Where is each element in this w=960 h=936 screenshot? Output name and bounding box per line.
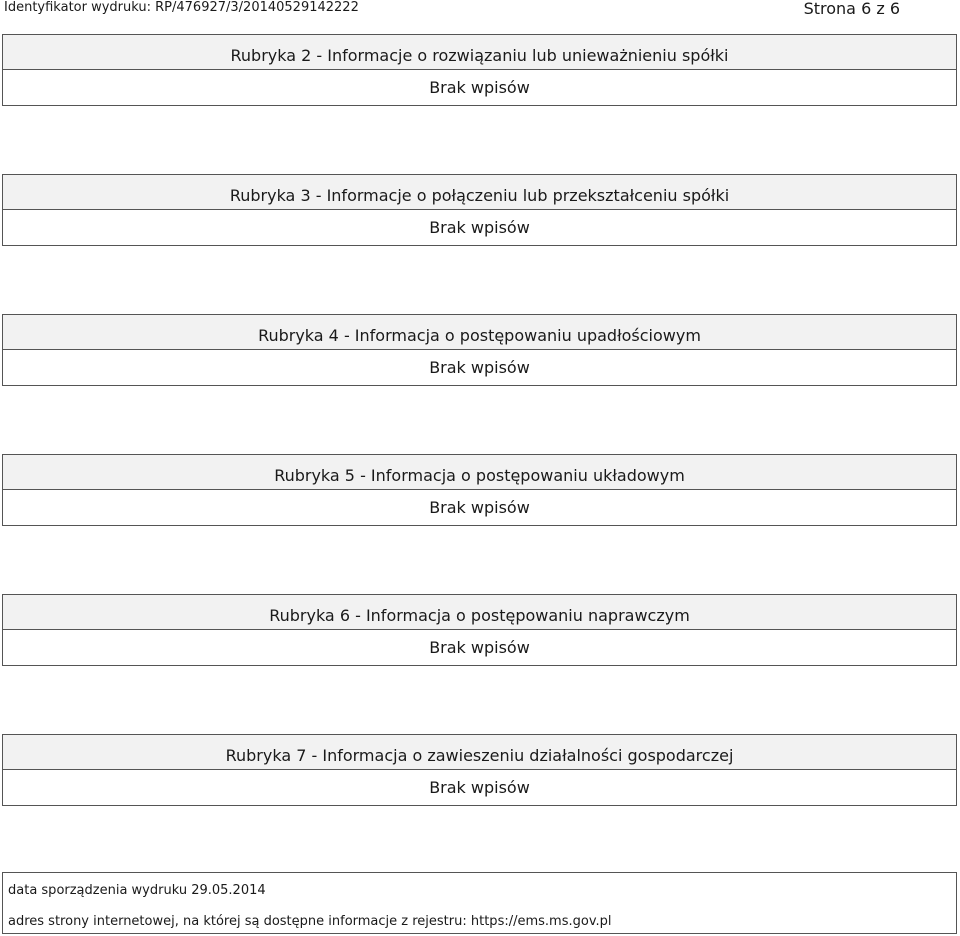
section-body: Brak wpisów xyxy=(429,778,530,797)
section-title: Rubryka 3 - Informacje o połączeniu lub przekształceniu spółki xyxy=(3,175,956,210)
section-rubryka-6 xyxy=(2,594,957,666)
section-title: Rubryka 4 - Informacja o postępowaniu upadłościowym xyxy=(3,315,956,350)
section-rubryka-3 xyxy=(2,174,957,246)
section-rubryka-7 xyxy=(2,734,957,806)
section-body: Brak wpisów xyxy=(429,218,530,237)
section-body: Brak wpisów xyxy=(429,638,530,657)
section-title: Rubryka 5 - Informacja o postępowaniu układowym xyxy=(3,455,956,490)
section-rubryka-2 xyxy=(2,34,957,106)
section-body: Brak wpisów xyxy=(429,498,530,517)
section-body: Brak wpisów xyxy=(429,358,530,377)
section-rubryka-5 xyxy=(2,454,957,526)
registry-address: adres strony internetowej, na której są dostępne informacje z rejestru: https://ems.ms.gov.pl xyxy=(8,914,612,929)
section-body: Brak wpisów xyxy=(429,78,530,97)
section-title: Rubryka 7 - Informacja o zawieszeniu działalności gospodarczej xyxy=(3,735,956,770)
section-title: Rubryka 6 - Informacja o postępowaniu naprawczym xyxy=(3,595,956,630)
section-title: Rubryka 2 - Informacje o rozwiązaniu lub unieważnieniu spółki xyxy=(3,35,956,70)
print-date: data sporządzenia wydruku 29.05.2014 xyxy=(8,883,266,898)
print-id: Identyfikator wydruku: RP/476927/3/20140529142222 xyxy=(4,0,359,15)
page-number: Strona 6 z 6 xyxy=(803,0,900,18)
section-rubryka-4 xyxy=(2,314,957,386)
print-footer xyxy=(2,872,957,934)
